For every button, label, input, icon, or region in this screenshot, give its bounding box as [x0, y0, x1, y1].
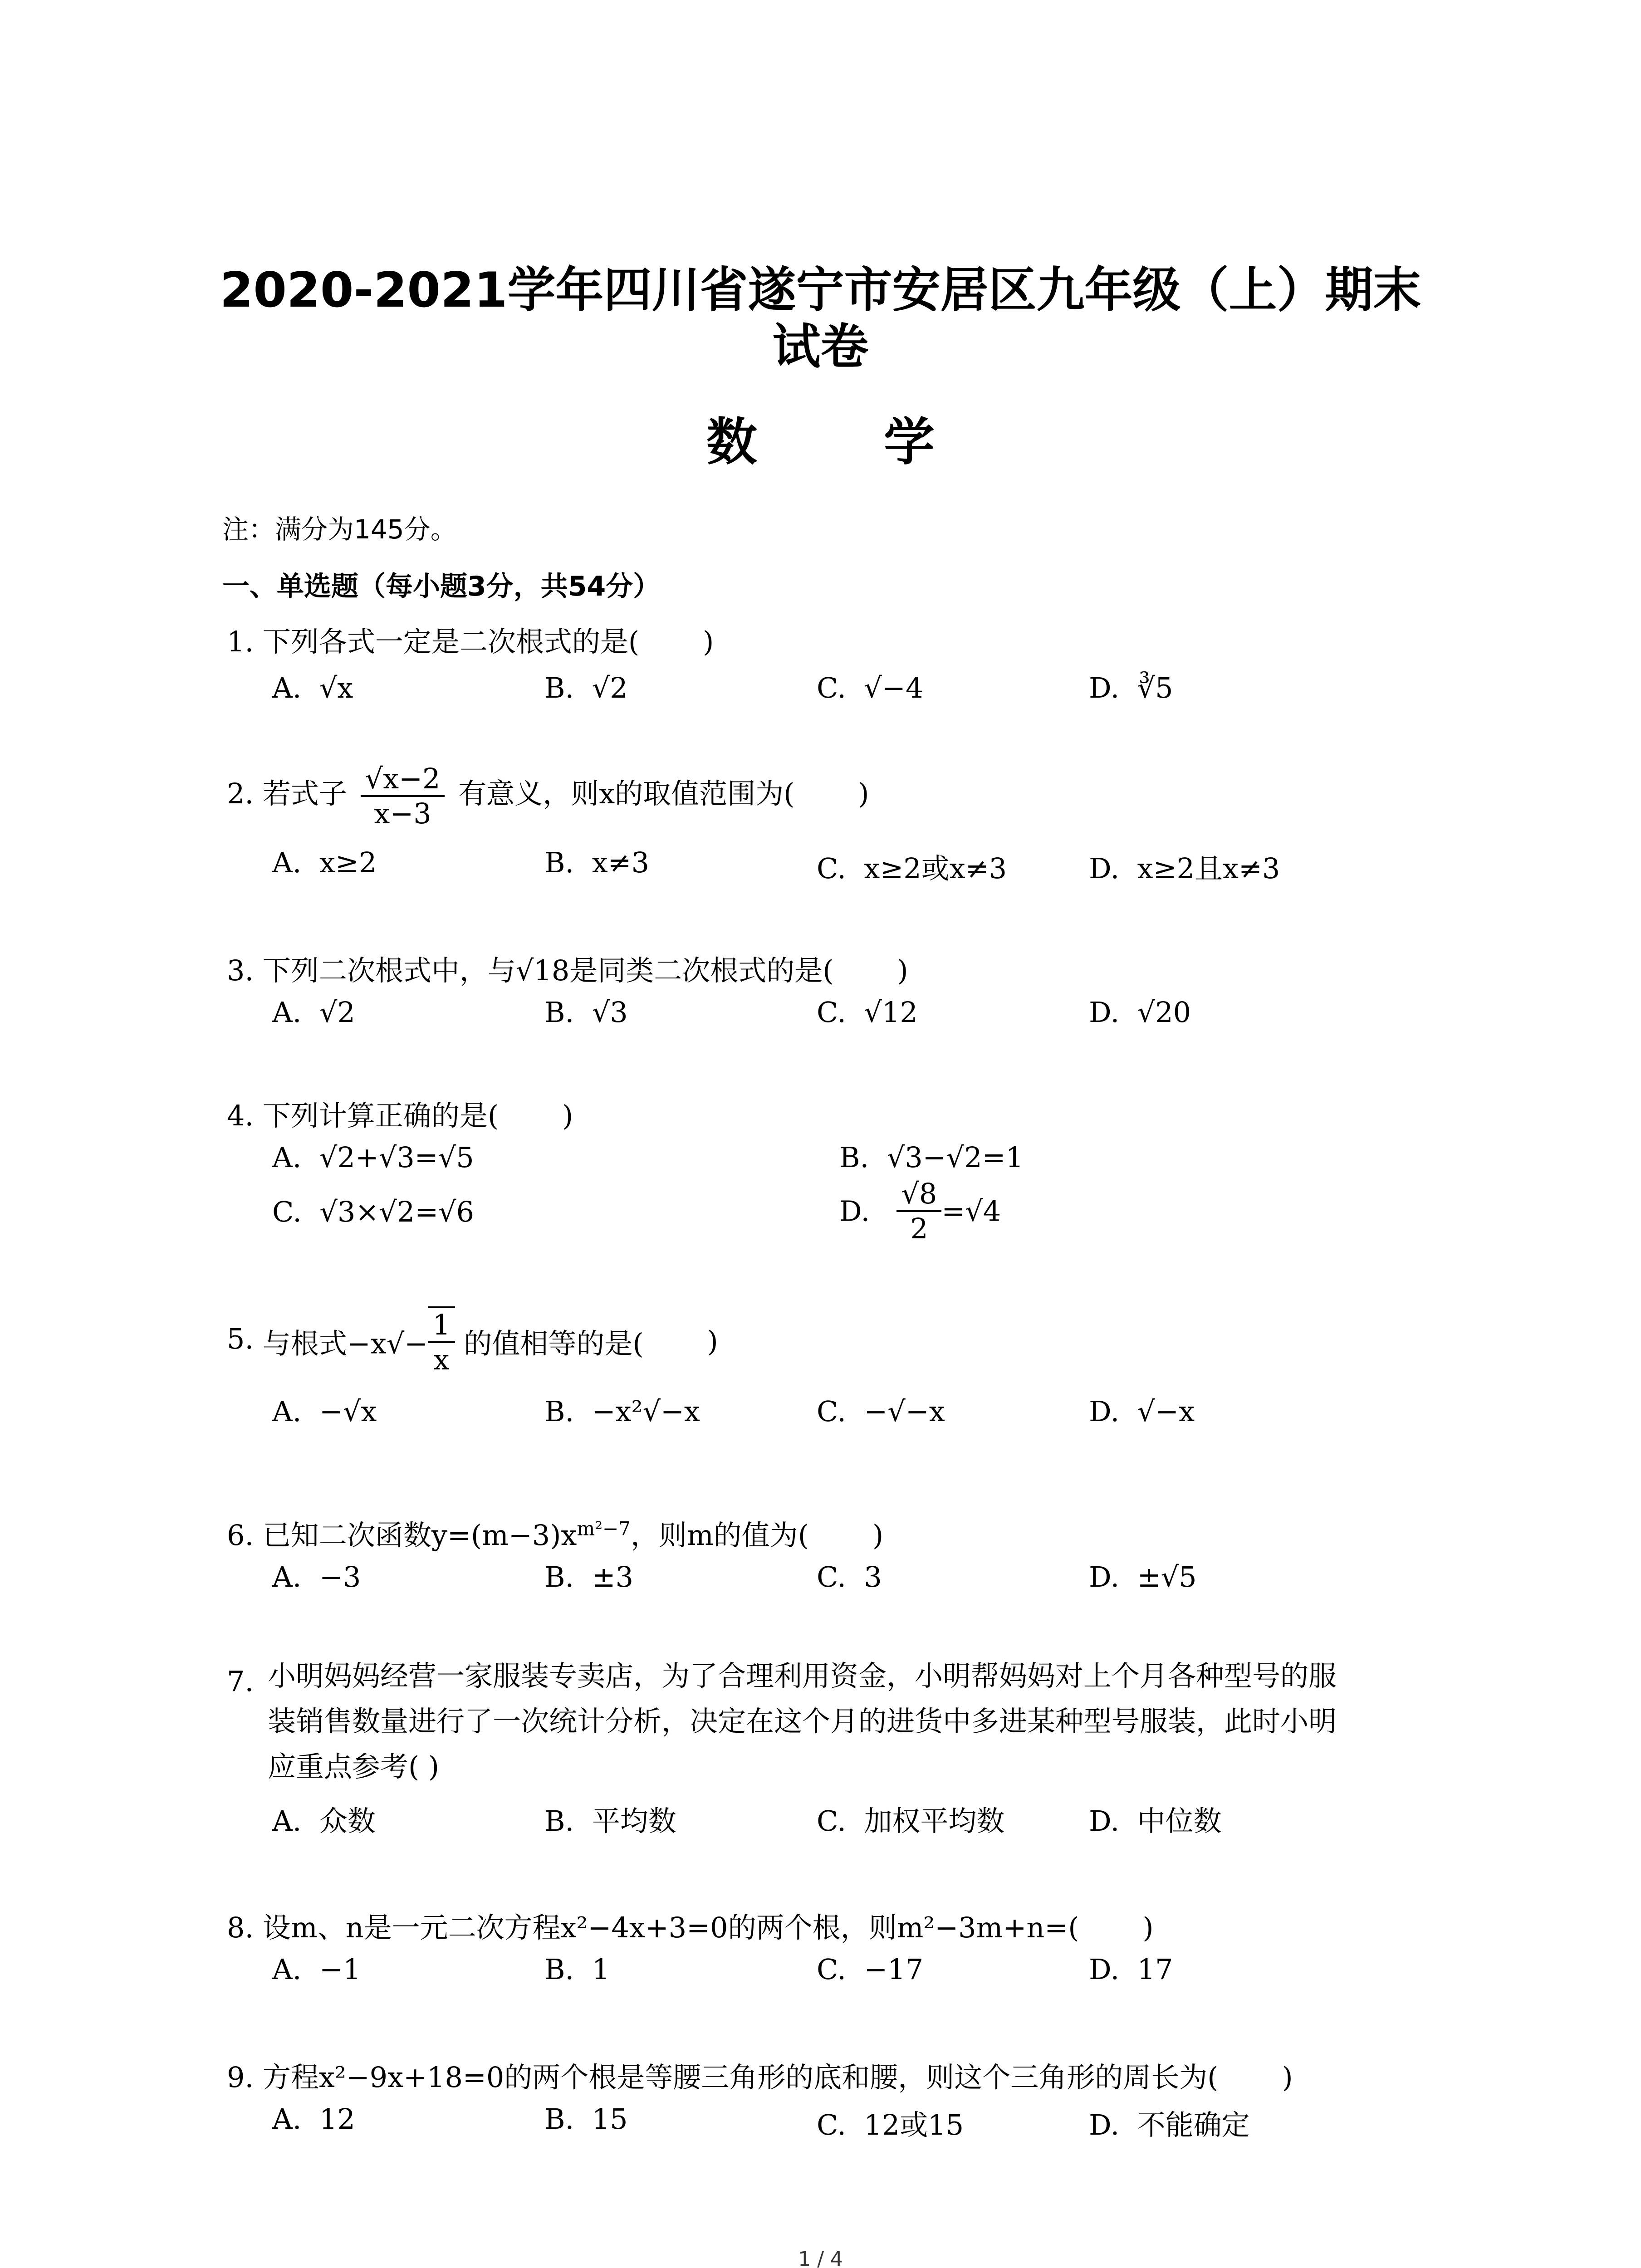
section-heading: 一、单选题（每小题3分，共54分）	[222, 571, 661, 602]
option-c: C. √−4	[817, 671, 924, 704]
option-c: C. 12或15	[817, 2108, 964, 2141]
option-d: D. 中位数	[1089, 1804, 1222, 1838]
option-a: A. √2+√3=√5	[272, 1141, 474, 1174]
option-a: A. √x	[272, 671, 353, 704]
question-2: 2. 若式子 $\frac{√x-2}{x-3}$ 有意义，则x的取值范围为( )	[227, 762, 869, 830]
question-number: 3.	[227, 954, 254, 987]
question-9: 9. 方程x²−9x+18=0的两个根是等腰三角形的底和腰，则这个三角形的周长为( )	[227, 2061, 1293, 2094]
score-note: 注：满分为145分。	[222, 514, 457, 545]
option-b: B. √3−√2=1	[839, 1141, 1024, 1174]
option-b: B. −x²√−x	[544, 1395, 700, 1428]
question-3: 3. 下列二次根式中，与√18是同类二次根式的是( )	[227, 954, 908, 987]
question-number: 2.	[227, 777, 254, 811]
subject-title: 数 学	[706, 413, 989, 472]
option-c: C. 加权平均数	[817, 1804, 1005, 1838]
option-a: A. −√x	[272, 1395, 377, 1428]
page-title: 2020-2021学年四川省遂宁市安居区九年级（上）期末	[220, 262, 1421, 318]
page-number: 1 / 4	[798, 2248, 843, 2268]
question-stem: 下列各式一定是二次根式的是(	[262, 625, 640, 658]
option-a: A. 众数	[272, 1804, 376, 1838]
option-b: B. x≠3	[544, 846, 650, 879]
option-b: B. 平均数	[544, 1804, 676, 1838]
question-number: 1.	[227, 625, 254, 658]
option-a: A. −1	[272, 1953, 361, 1986]
option-a: A. √2	[272, 996, 355, 1029]
page-title-line2: 试卷	[772, 319, 869, 375]
option-c: C. 3	[817, 1560, 882, 1593]
fraction: $\frac{√x-2}{x-3}$	[361, 762, 445, 830]
option-d: D. 不能确定	[1089, 2108, 1250, 2141]
option-d: D. √−x	[1089, 1395, 1195, 1428]
question-number-7: 7.	[227, 1665, 254, 1698]
question-5: 5. 与根式−x√− $\frac{1}{x}$ 的值相等的是( )	[227, 1306, 718, 1376]
option-b: B. √3	[544, 996, 628, 1029]
option-b: B. ±3	[544, 1560, 634, 1593]
question-8: 8. 设m、n是一元二次方程x²−4x+3=0的两个根，则m²−3m+n=( )	[227, 1911, 1154, 1944]
option-c: C. −17	[817, 1953, 924, 1986]
option-c: C. √3×√2=√6	[272, 1195, 475, 1228]
option-d: D. ±√5	[1089, 1560, 1197, 1593]
question-1: 1. 下列各式一定是二次根式的是( )	[227, 625, 714, 658]
option-d: D. √20	[1089, 996, 1191, 1029]
fraction: $\frac{√8}{2}$	[896, 1177, 941, 1245]
option-c: C. x≥2或x≠3	[817, 852, 1007, 885]
question-number: 5.	[227, 1322, 254, 1356]
option-c: C. √12	[817, 996, 918, 1029]
option-a: A. x≥2	[272, 846, 377, 879]
option-d: D. 17	[1089, 1953, 1173, 1986]
option-d: D. x≥2且x≠3	[1089, 852, 1280, 885]
question-7: 小明妈妈经营一家服装专卖店，为了合理利用资金，小明帮妈妈对上个月各种型号的服 装销售数量进行了一次统计分析，决定在这个月的进货中多进某种型号服装，此时小明 应重点参考( )	[268, 1659, 1337, 1783]
option-c: C. −√−x	[817, 1395, 945, 1428]
question-number: 9.	[227, 2061, 254, 2094]
question-number: 8.	[227, 1911, 254, 1944]
option-a: A. 12	[272, 2102, 355, 2136]
option-d: D. $\frac{√8}{2}$ =√4	[839, 1177, 1001, 1245]
option-a: A. −3	[272, 1560, 361, 1593]
option-b: B. 15	[544, 2102, 628, 2136]
option-b: B. 1	[544, 1953, 610, 1986]
question-4: 4. 下列计算正确的是( )	[227, 1099, 573, 1132]
question-number: 4.	[227, 1099, 254, 1132]
question-number: 6.	[227, 1519, 254, 1552]
fraction: $\frac{1}{x}$	[428, 1306, 455, 1376]
question-6: 6. 已知二次函数$y=(m-3)x^{m^2-7}$，则m的值为( )	[227, 1517, 884, 1552]
option-d: D. ∛5	[1089, 671, 1173, 704]
option-b: B. √2	[544, 671, 628, 704]
